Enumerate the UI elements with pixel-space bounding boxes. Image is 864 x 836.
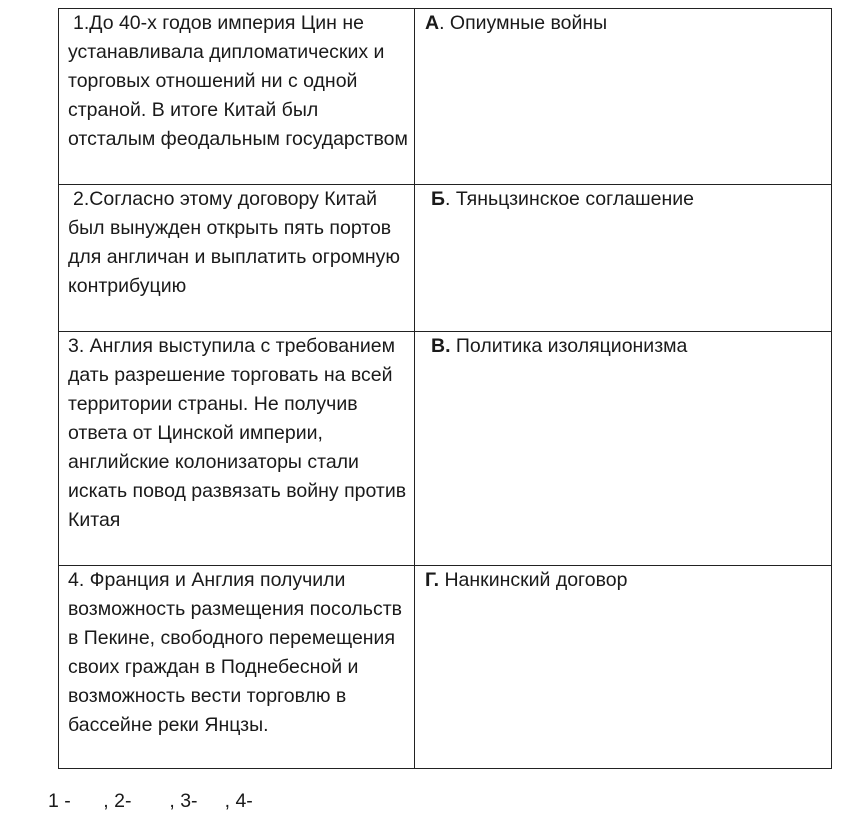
statement-text: 1.До 40-х годов империя Цин не устанавливала дипломатических и торговых отношений ни с одной страной. В итоге Китай был отсталым феодальным государством [68,12,408,150]
option-cell [415,332,832,566]
table-row [59,9,832,185]
option-cell [415,9,832,185]
statement-text: 2.Согласно этому договору Китай был вынужден открыть пять портов для англичан и выплатить огромную контрибуцию [68,188,401,297]
matching-table [58,8,832,769]
table-row [59,566,832,769]
option-text: . Тяньцзинское соглашение [445,188,695,210]
option-cell [415,566,832,769]
option-text: Нанкинский договор [439,569,628,591]
option-text: . Опиумные войны [439,12,608,34]
table-row [59,185,832,332]
statement-text: 3. Англия выступила с требованием дать разрешение торговать на всей территории страны. Не получив ответа от Цинской империи, английские колонизаторы стали искать повод развязать войну против Китая [68,335,407,531]
answer-line: 1 - , 2- , 3- , 4- [48,790,253,812]
option-text: Политика изоляционизма [450,335,688,357]
option-letter: В. [431,335,451,357]
option-letter: А [425,12,440,34]
statement-cell [59,332,415,566]
statement-cell [59,185,415,332]
option-letter: Б [431,188,446,210]
option-letter: Г. [425,569,440,591]
statement-cell [59,566,415,769]
option-cell [415,185,832,332]
statement-cell [59,9,415,185]
table-row [59,332,832,566]
statement-text: 4. Франция и Англия получили возможность размещения посольств в Пекине, свободного перемещения своих граждан в Поднебесной и возможность вести торговлю в бассейне реки Янцзы. [68,569,402,736]
